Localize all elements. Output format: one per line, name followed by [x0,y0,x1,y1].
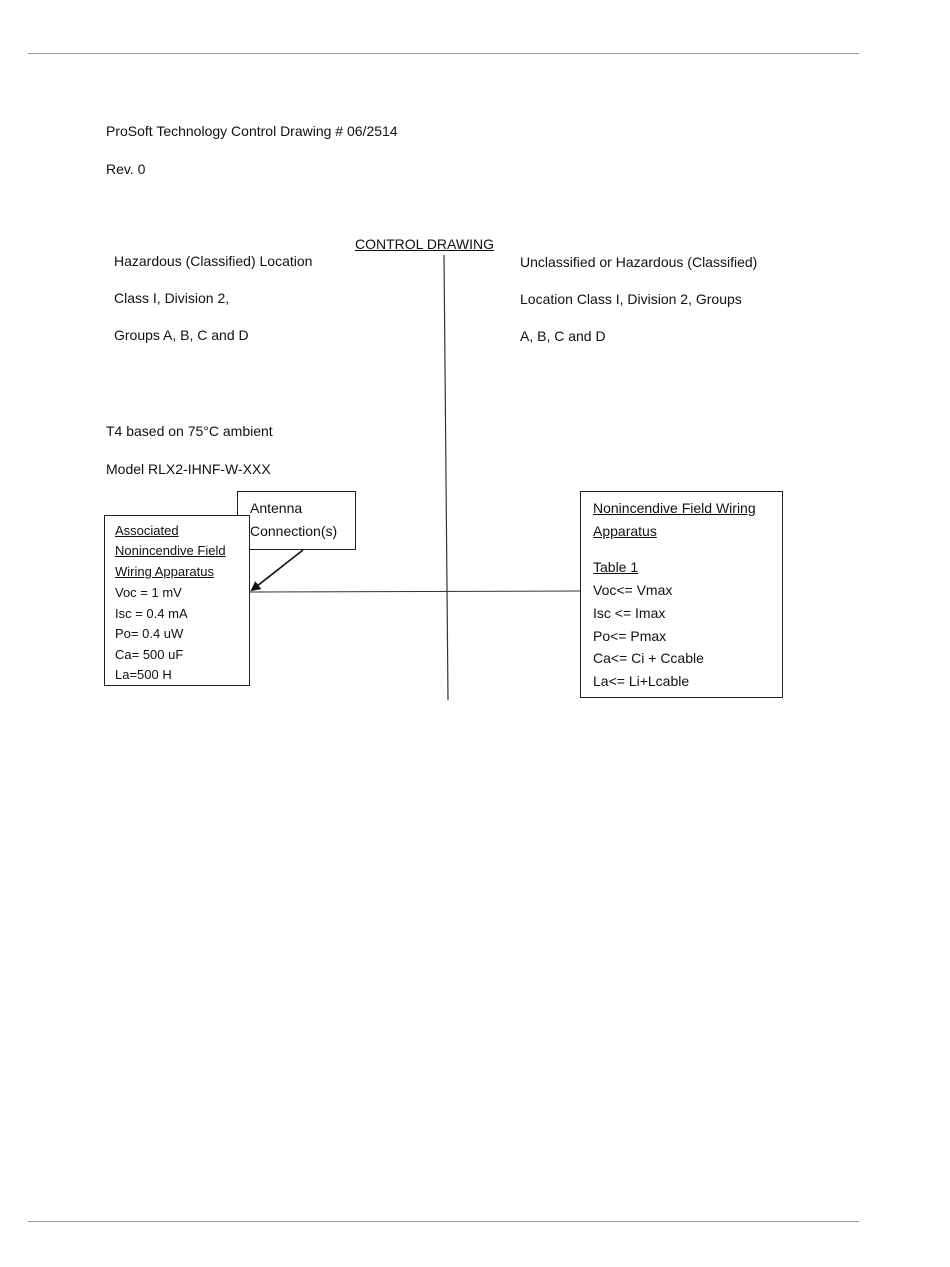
associated-param: La=500 H [115,667,172,682]
right-location-line: Unclassified or Hazardous (Classified) [520,254,758,270]
boundary-line [444,255,448,700]
revision: Rev. 0 [106,161,146,177]
antenna-label-line: Connection(s) [250,523,338,539]
drawing-title: CONTROL DRAWING [355,236,494,252]
nonincendive-param: Isc <= Imax [593,605,666,621]
associated-param: Ca= 500 uF [115,647,184,662]
doc-title: ProSoft Technology Control Drawing # 06/2514 [106,123,398,139]
nonincendive-param: La<= Li+Lcable [593,673,690,689]
left-location-line: Class I, Division 2, [114,290,230,306]
nonincendive-param: Po<= Pmax [593,628,667,644]
field-wiring-line [249,591,581,592]
associated-heading-line: Wiring Apparatus [115,564,214,579]
bottom-rule [28,1221,859,1222]
temp-rating: T4 based on 75°C ambient [106,423,273,439]
associated-apparatus-box [104,515,250,686]
associated-param: Voc = 1 mV [115,585,182,600]
nonincendive-apparatus-box [580,491,783,698]
left-location-line: Hazardous (Classified) Location [114,253,313,269]
antenna-label-line: Antenna [250,500,303,516]
left-location-line: Groups A, B, C and D [114,327,249,343]
associated-heading-line: Nonincendive Field [115,543,226,558]
nonincendive-heading-line: Apparatus [593,523,657,539]
model-number: Model RLX2-IHNF-W-XXX [106,461,271,477]
nonincendive-param: Ca<= Ci + Ccable [593,650,704,666]
right-location-line: Location Class I, Division 2, Groups [520,291,742,307]
antenna-callout [237,491,356,550]
nonincendive-param: Voc<= Vmax [593,582,673,598]
nonincendive-heading-line: Nonincendive Field Wiring [593,500,756,516]
associated-param: Isc = 0.4 mA [115,606,188,621]
associated-param: Po= 0.4 uW [115,626,184,641]
table-label: Table 1 [593,559,639,575]
antenna-arrow [252,550,303,590]
associated-heading-line: Associated [115,523,179,538]
right-location-line: A, B, C and D [520,328,606,344]
